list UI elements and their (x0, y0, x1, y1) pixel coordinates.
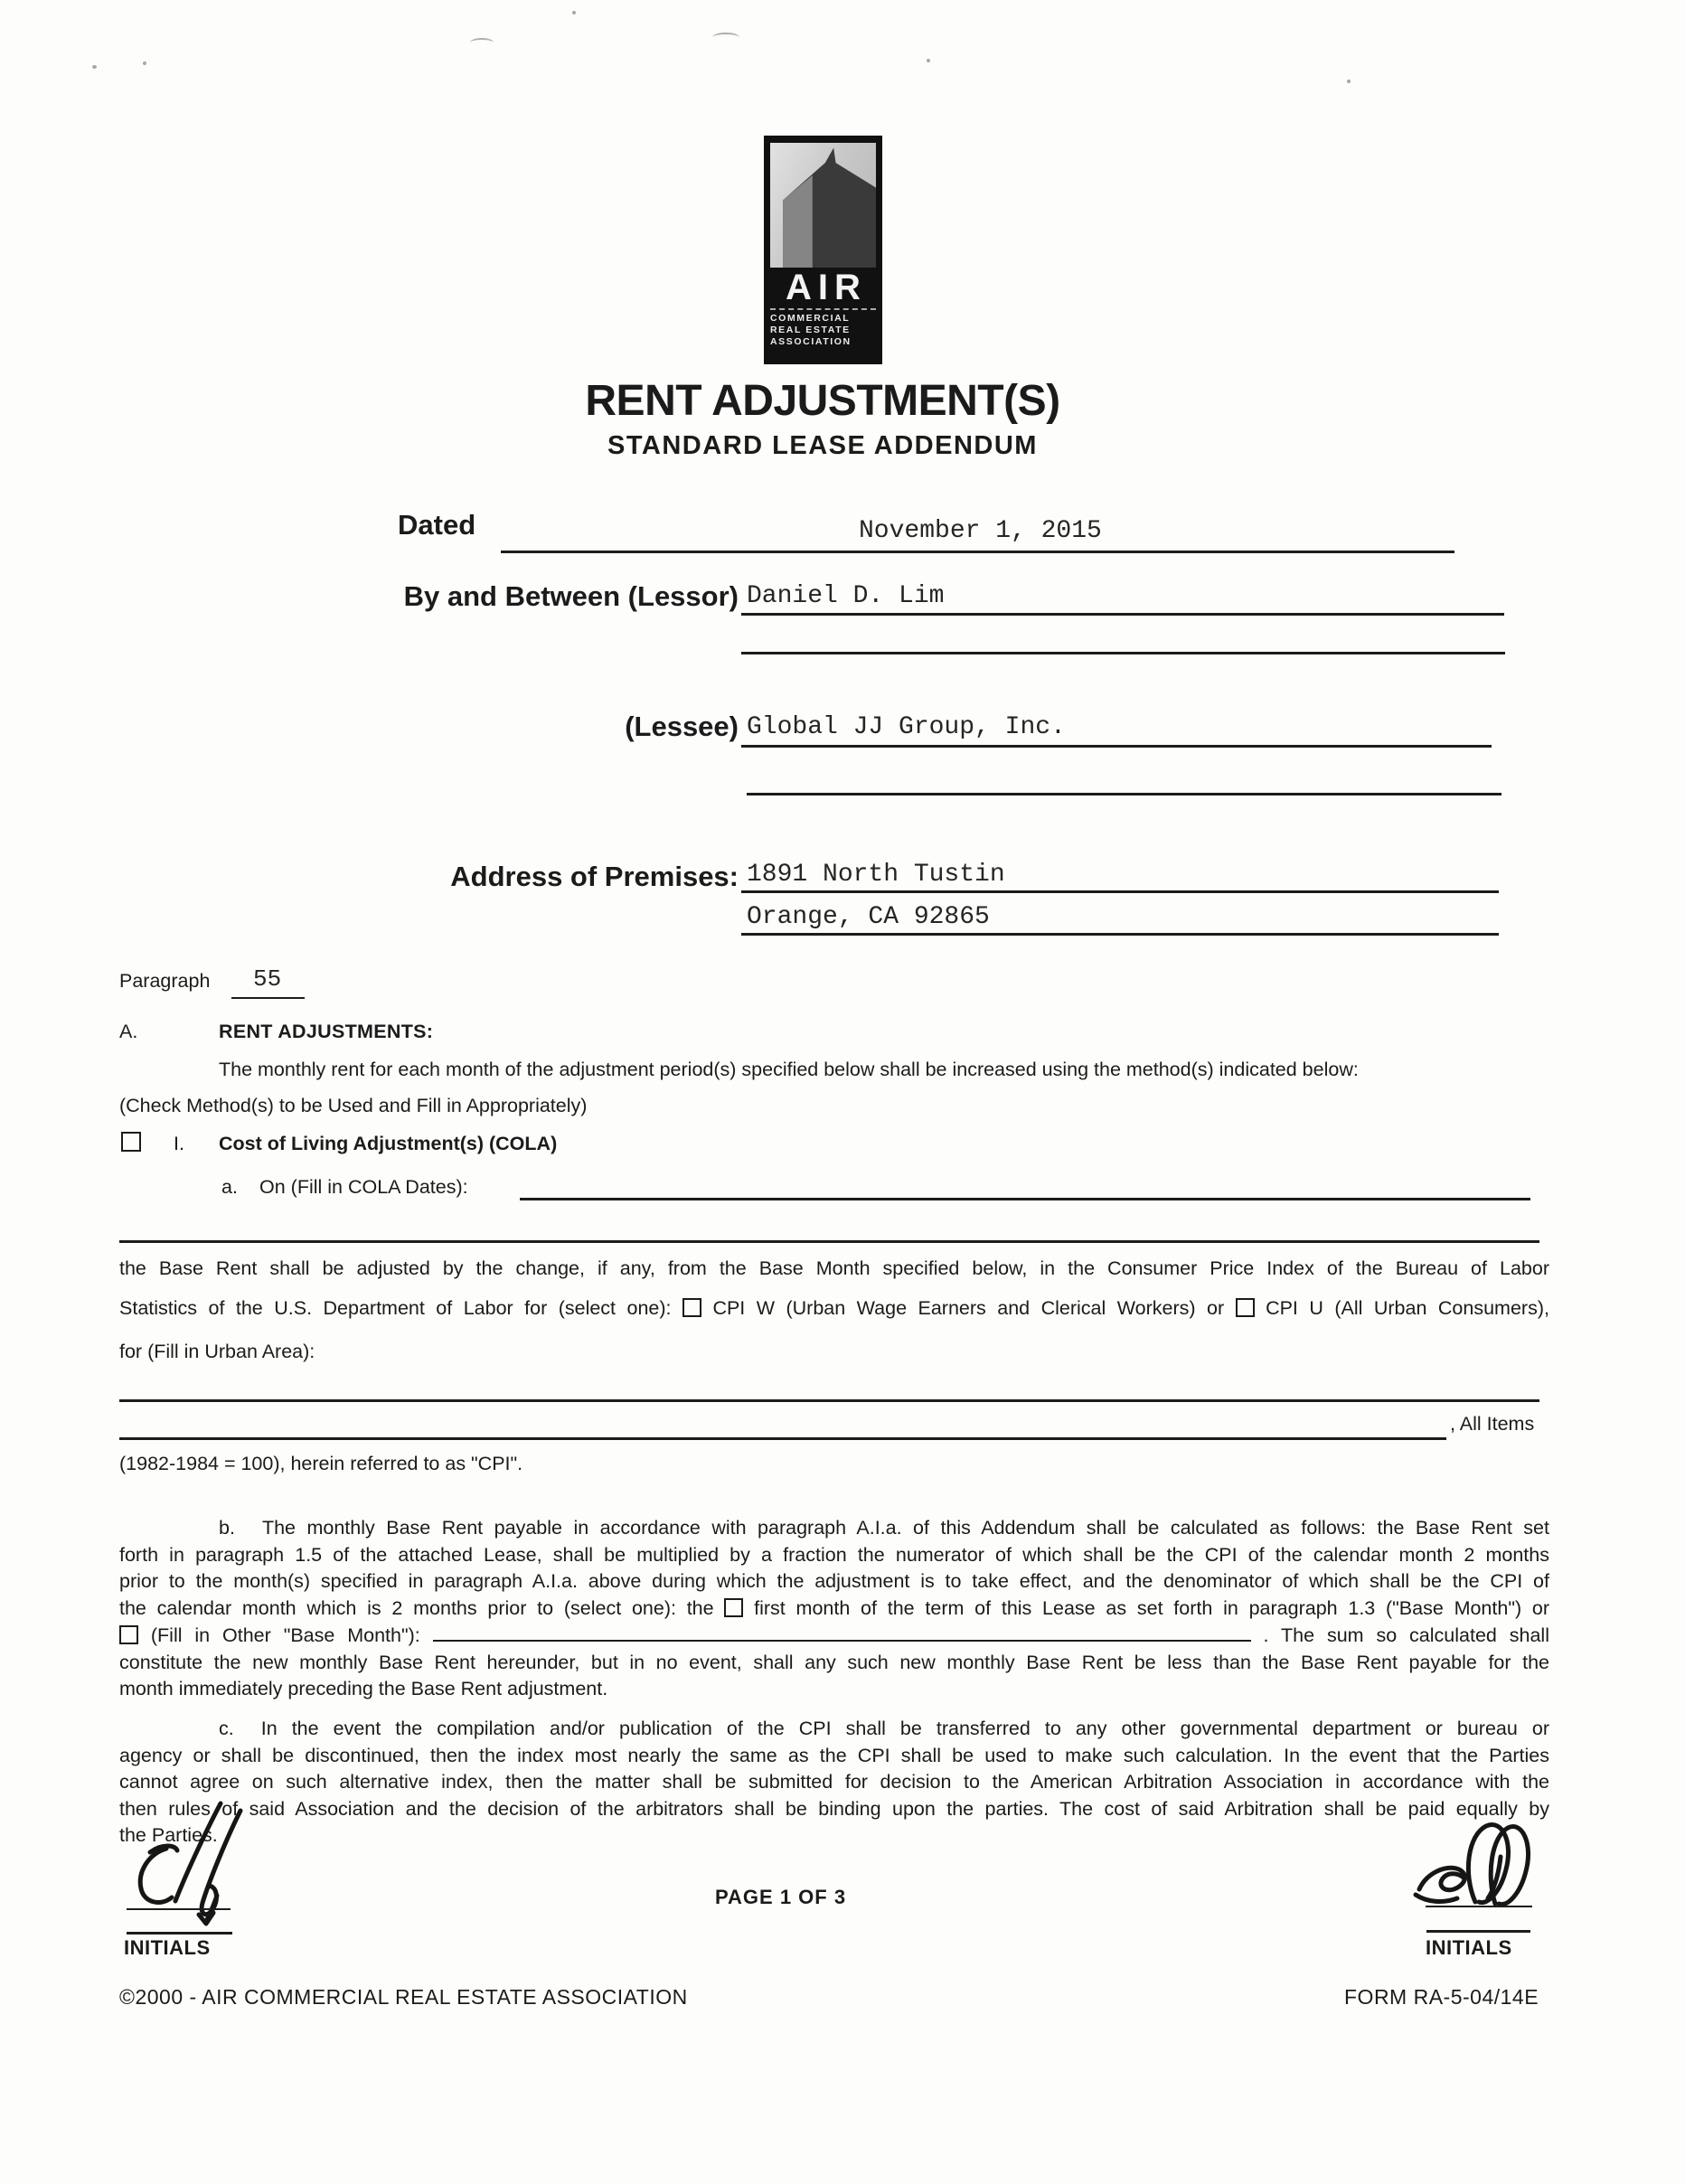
cpi-u-checkbox[interactable] (1236, 1298, 1255, 1317)
para-b-line-4-post: first month of the term of this Lease as set forth in paragraph 1.3 ("Base Month") or (754, 1596, 1549, 1619)
para-b-line-5-post: . The sum so calculated shall (1263, 1624, 1549, 1646)
paragraph-c (119, 1716, 1549, 1850)
dated-label: Dated (398, 509, 476, 541)
para-b-line-5 (119, 1622, 1549, 1650)
first-month-checkbox[interactable] (724, 1598, 743, 1617)
check-method-note: (Check Method(s) to be Used and Fill in Appropriately) (119, 1095, 588, 1116)
other-base-month-label: (Fill in Other "Base Month"): (150, 1624, 420, 1646)
scan-speck (92, 65, 97, 69)
cpi-note: (1982-1984 = 100), herein referred to as "CPI". (119, 1453, 523, 1474)
form-title: RENT ADJUSTMENT(S) (585, 377, 1060, 425)
lessee-line-2[interactable] (747, 793, 1501, 795)
cola-body-line-2-pre: Statistics of the U.S. Department of Labor for (select one): (119, 1297, 672, 1319)
paragraph-label: Paragraph (119, 970, 211, 992)
cola-dates-line[interactable] (520, 1198, 1530, 1200)
cola-body-line-2 (119, 1296, 1549, 1320)
section-a-heading: RENT ADJUSTMENTS: (219, 1021, 434, 1042)
logo-divider (770, 308, 876, 310)
para-b-line-1 (119, 1515, 1549, 1542)
para-c-line-1-text: In the event the compilation and/or publication of the CPI shall be transferred to any other governmental department or bureau or (260, 1718, 1549, 1739)
para-c-line-1 (119, 1716, 1549, 1743)
scan-speck (712, 33, 739, 42)
cola-body-line-1: the Base Rent shall be adjusted by the change, if any, from the Base Month specified below, in the Consumer Price Index of the Bureau of Labor (119, 1257, 1549, 1279)
cola-item-a-text: On (Fill in COLA Dates): (259, 1176, 468, 1198)
para-c-line-2: agency or shall be discontinued, then the index most nearly the same as the CPI shall be used to make such calculation. In the event that the Parties (119, 1744, 1549, 1766)
address-line-2[interactable] (741, 933, 1499, 936)
lessee-label: (Lessee) (625, 711, 739, 742)
scan-speck (1347, 80, 1351, 83)
form-subtitle: STANDARD LEASE ADDENDUM (607, 431, 1038, 460)
all-items-text: , All Items (1450, 1413, 1535, 1435)
para-b-line-2: forth in paragraph 1.5 of the attached Lease, shall be multiplied by a fraction the numerator of which shall be the CPI of the calendar month 2 months (119, 1543, 1549, 1566)
handwritten-initials-right (1412, 1819, 1540, 1913)
copyright-text: ©2000 - AIR COMMERCIAL REAL ESTATE ASSOCIATION (119, 1985, 688, 2009)
initials-left-label: INITIALS (124, 1936, 211, 1959)
para-c-line-3: cannot agree on such alternative index, then the matter shall be submitted for decision to the American Arbitration Association in accordance with the (119, 1771, 1549, 1793)
cpi-u-label: CPI U (All Urban Consumers), (1266, 1297, 1549, 1319)
cola-dates-line-2[interactable] (119, 1240, 1539, 1243)
para-b-line-4 (119, 1596, 1549, 1623)
lessee-value: Global JJ Group, Inc. (747, 713, 1066, 741)
para-b-line-3: prior to the month(s) specified in paragraph A.I.a. above during which the adjustment is to take effect, and the denominator of which shall be the CPI of (119, 1570, 1549, 1592)
para-b-line-4-pre: the calendar month which is 2 months prior to (select one): the (119, 1596, 714, 1619)
cola-heading: Cost of Living Adjustment(s) (COLA) (219, 1133, 558, 1154)
cpi-w-label: CPI W (Urban Wage Earners and Clerical Workers) or (712, 1297, 1225, 1319)
initials-right-sign-line[interactable] (1426, 1906, 1532, 1907)
initials-right-label: INITIALS (1426, 1936, 1512, 1959)
lessor-line-2[interactable] (741, 652, 1505, 654)
other-base-month-checkbox[interactable] (119, 1625, 138, 1644)
para-b-label: b. (219, 1517, 235, 1539)
logo-org-line-1: COMMERCIAL (770, 313, 851, 324)
initials-left-line[interactable] (127, 1932, 232, 1935)
paragraph-underline[interactable] (231, 997, 305, 999)
form-number: FORM RA-5-04/14E (1344, 1985, 1539, 2009)
address-value-line-2: Orange, CA 92865 (747, 903, 990, 931)
cola-numeral: I. (174, 1133, 184, 1154)
urban-area-line-2[interactable] (119, 1437, 1446, 1440)
scan-speck (927, 59, 930, 62)
para-c-label: c. (219, 1718, 234, 1739)
dated-line[interactable] (501, 551, 1454, 553)
scan-speck (572, 11, 576, 14)
paragraph-b (119, 1515, 1549, 1703)
lessor-line-1[interactable] (741, 613, 1504, 616)
para-c-line-4: then rules of said Association and the decision of the arbitrators shall be binding upon the parties. The cost of said Arbitration shall be paid equally by (119, 1797, 1549, 1820)
cpi-w-checkbox[interactable] (682, 1298, 701, 1317)
address-value-line-1: 1891 North Tustin (747, 861, 1005, 889)
page-number-label: PAGE 1 OF 3 (715, 1886, 847, 1908)
cola-item-a-label: a. (221, 1176, 238, 1198)
address-label: Address of Premises: (450, 861, 739, 892)
lessee-line-1[interactable] (741, 745, 1492, 748)
initials-right-line[interactable] (1426, 1930, 1530, 1933)
logo-building-graphic (770, 143, 876, 268)
paragraph-value: 55 (253, 965, 282, 993)
initials-left-sign-line[interactable] (127, 1908, 231, 1910)
section-a-letter: A. (119, 1021, 138, 1042)
scan-speck (470, 38, 494, 47)
logo-air-text: AIR (786, 268, 867, 307)
cola-checkbox[interactable] (121, 1132, 141, 1152)
logo-org-line-2: REAL ESTATE (770, 325, 851, 335)
scan-speck (143, 61, 146, 65)
para-c-line-5: the Parties. (119, 1824, 218, 1846)
other-base-month-blank[interactable] (433, 1622, 1251, 1642)
dated-value: November 1, 2015 (859, 517, 1102, 545)
para-b-line-7: month immediately preceding the Base Rent adjustment. (119, 1678, 608, 1699)
cola-body-line-3: for (Fill in Urban Area): (119, 1341, 315, 1362)
air-logo (764, 136, 882, 364)
lessor-value: Daniel D. Lim (747, 582, 945, 610)
section-a-intro: The monthly rent for each month of the adjustment period(s) specified below shall be increased using the method(s) indicated below: (219, 1059, 1359, 1080)
logo-org-line-3: ASSOCIATION (770, 336, 852, 347)
para-b-line-6: constitute the new monthly Base Rent hereunder, but in no event, shall any such new monthly Base Rent be less than the Base Rent payable for the (119, 1651, 1549, 1673)
address-line-1[interactable] (741, 890, 1499, 893)
urban-area-line-1[interactable] (119, 1399, 1539, 1402)
lessor-label: By and Between (Lessor) (403, 580, 739, 612)
para-b-line-1-text: The monthly Base Rent payable in accordance with paragraph A.I.a. of this Addendum shall be calculated as follows: the Base Rent set (261, 1517, 1549, 1539)
